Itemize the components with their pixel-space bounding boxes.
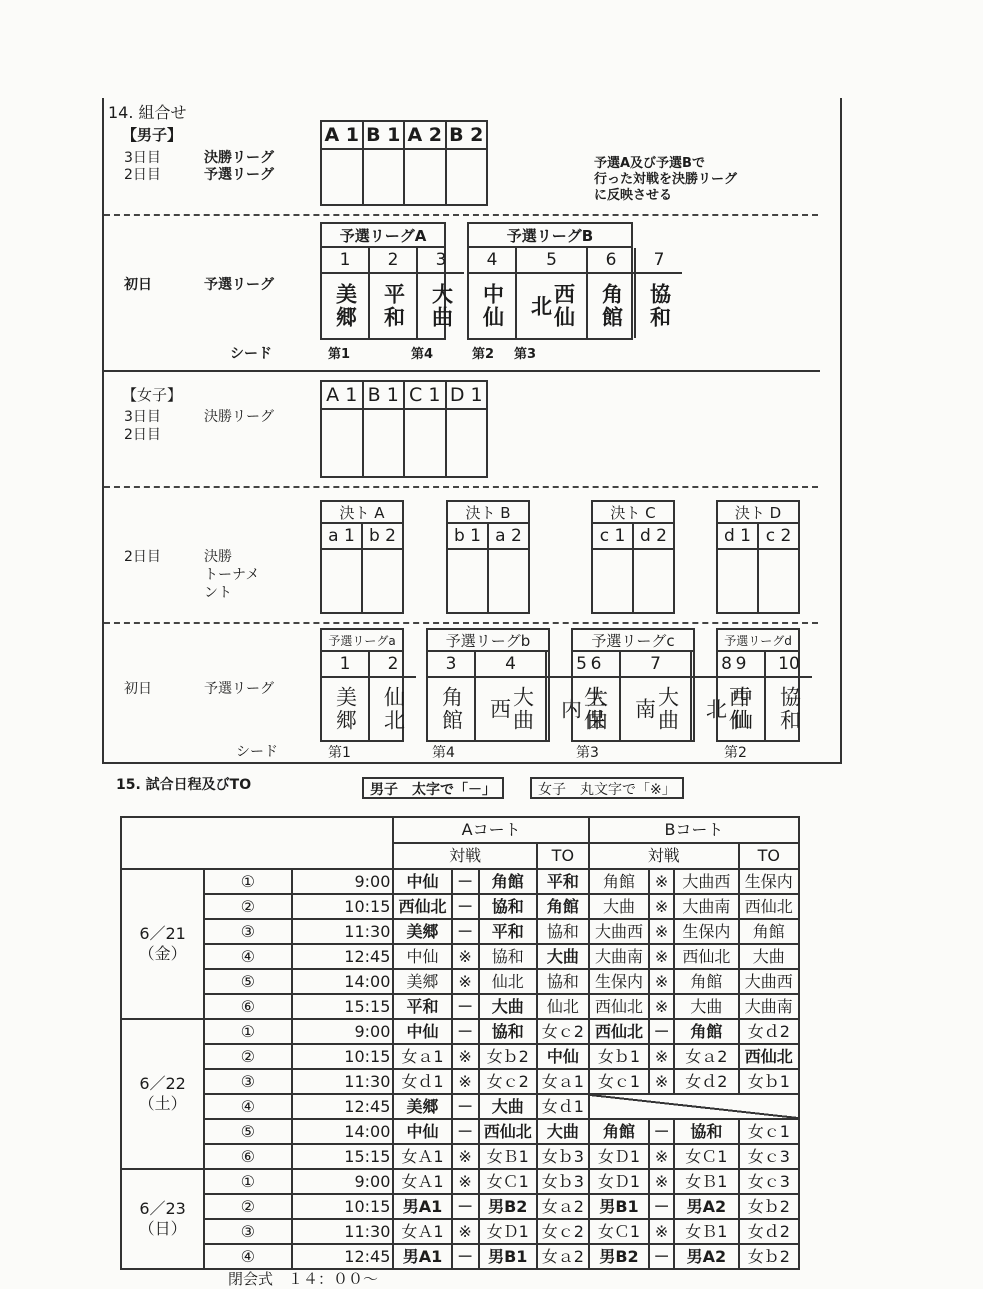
court-b-team-1: 男B2 bbox=[589, 1244, 649, 1269]
schedule-row bbox=[121, 944, 799, 969]
section14-title: 14. 組合せ bbox=[108, 103, 187, 122]
court-b-team-1: 大曲南 bbox=[589, 944, 649, 969]
date-label: 6／22 bbox=[139, 1074, 186, 1093]
court-a-separator: － bbox=[452, 894, 479, 919]
match-time: 14:00 bbox=[292, 969, 394, 994]
match-number: ② bbox=[204, 894, 291, 919]
girls-group-b-title: 予選リーグb bbox=[426, 628, 550, 652]
court-b-to: 大曲西 bbox=[739, 969, 799, 994]
match-time: 12:45 bbox=[292, 1094, 394, 1119]
court-b-match-header: 対戦 bbox=[589, 843, 739, 869]
schedule-row bbox=[121, 1094, 799, 1119]
court-a-team-1: 中仙 bbox=[393, 1119, 451, 1144]
boys-note-line1: 予選A及び予選Bで bbox=[594, 156, 705, 171]
girls-tourB-title: 決ト B bbox=[446, 500, 530, 524]
court-b-team-2: 大曲 bbox=[674, 994, 738, 1019]
court-b-separator: － bbox=[649, 1019, 674, 1044]
boys-label: 【男子】 bbox=[122, 126, 183, 144]
girls-final-col: B 1 bbox=[362, 382, 404, 476]
girls-final-league-box bbox=[320, 380, 488, 478]
section15-title: 15. 試合日程及びTO bbox=[116, 777, 252, 793]
bracket-slot: 10 協和 bbox=[764, 652, 812, 740]
schedule-row bbox=[121, 894, 799, 919]
schedule-row bbox=[121, 869, 799, 894]
court-a-separator: ※ bbox=[452, 969, 479, 994]
bracket-slot: b 1 bbox=[448, 524, 487, 612]
court-b-header: Bコート bbox=[589, 817, 799, 843]
match-number: ⑤ bbox=[204, 969, 291, 994]
header-row-courts bbox=[121, 817, 799, 843]
girls-label: 【女子】 bbox=[122, 386, 183, 404]
girls-day3: 3日目 bbox=[124, 409, 161, 425]
court-b-team-2: 女ｄ2 bbox=[674, 1069, 738, 1094]
court-b-team-1: 女Ｄ1 bbox=[589, 1144, 649, 1169]
girls-tour-label-1: 決勝 bbox=[204, 549, 232, 565]
court-b-team-2: 女ａ2 bbox=[674, 1044, 738, 1069]
schedule-row bbox=[121, 1194, 799, 1219]
girls-tour-label-2: トーナメ bbox=[204, 567, 260, 583]
boys-day1: 初日 bbox=[124, 277, 152, 293]
match-number: ④ bbox=[204, 944, 291, 969]
court-a-separator: － bbox=[452, 919, 479, 944]
court-a-team-2: 角館 bbox=[479, 869, 537, 894]
court-b-team-2: 女Ｂ1 bbox=[674, 1219, 738, 1244]
court-a-team-2: 協和 bbox=[479, 944, 537, 969]
match-time: 11:30 bbox=[292, 1219, 394, 1244]
court-b-team-1: 西仙北 bbox=[589, 994, 649, 1019]
court-b-team-2: 協和 bbox=[674, 1119, 738, 1144]
date-label: 6／23 bbox=[139, 1199, 186, 1218]
court-a-separator: － bbox=[452, 1094, 479, 1119]
girls-seed-label: シード bbox=[236, 744, 278, 760]
court-a-to: 女ｄ1 bbox=[537, 1094, 589, 1119]
court-a-team-1: 中仙 bbox=[393, 944, 451, 969]
court-b-separator: ※ bbox=[649, 1044, 674, 1069]
court-b-team-1: 生保内 bbox=[589, 969, 649, 994]
boys-groupB-title: 予選リーグB bbox=[467, 222, 633, 248]
court-a-team-1: 男A1 bbox=[393, 1244, 451, 1269]
match-number: ⑤ bbox=[204, 1119, 291, 1144]
bracket-slot: c 2 bbox=[757, 524, 798, 612]
court-b-team-1: 角館 bbox=[589, 869, 649, 894]
bracket-slot: 4 大曲西 bbox=[474, 652, 545, 740]
match-time: 10:15 bbox=[292, 894, 394, 919]
girls-day1-league: 予選リーグ bbox=[204, 681, 274, 697]
girls-tourA-box bbox=[320, 522, 404, 614]
court-a-team-2: 女Ｄ1 bbox=[479, 1219, 537, 1244]
court-b-team-2: 西仙北 bbox=[674, 944, 738, 969]
court-a-to: 女ｂ3 bbox=[537, 1144, 589, 1169]
girls-day2: 2日目 bbox=[124, 427, 161, 443]
court-b-team-2: 角館 bbox=[674, 969, 738, 994]
girls-seed-2: 第2 bbox=[724, 745, 747, 761]
girls-day2-tour: 2日目 bbox=[124, 549, 161, 565]
court-a-team-2: 女Ｃ1 bbox=[479, 1169, 537, 1194]
court-a-team-1: 平和 bbox=[393, 994, 451, 1019]
boys-final-col: B 1 bbox=[362, 122, 404, 204]
girls-group-a-title: 予選リーグa bbox=[320, 628, 404, 652]
court-a-header: Aコート bbox=[393, 817, 588, 843]
girls-final-col: A 1 bbox=[322, 382, 362, 476]
court-a-separator: ※ bbox=[452, 1044, 479, 1069]
girls-seed-4: 第4 bbox=[432, 745, 455, 761]
bracket-slot: 5 西仙北 bbox=[515, 248, 586, 338]
boys-day3: 3日目 bbox=[124, 150, 161, 166]
match-number: ① bbox=[204, 869, 291, 894]
weekday-label: （日） bbox=[138, 1219, 187, 1238]
girls-final-col: C 1 bbox=[403, 382, 445, 476]
court-a-match-header: 対戦 bbox=[393, 843, 536, 869]
girls-tourA-title: 決ト A bbox=[320, 500, 404, 524]
court-b-to: 角館 bbox=[739, 919, 799, 944]
match-number: ④ bbox=[204, 1094, 291, 1119]
bracket-slot: 7 協和 bbox=[634, 248, 682, 338]
match-number: ② bbox=[204, 1194, 291, 1219]
bracket-slot: 6 角館 bbox=[586, 248, 634, 338]
bracket-slot: 1 美郷 bbox=[322, 248, 368, 338]
weekday-label: （土） bbox=[138, 1094, 187, 1113]
girls-day1: 初日 bbox=[124, 681, 152, 697]
date-cell bbox=[121, 1019, 204, 1169]
bracket-slot: 5 生保内 bbox=[545, 652, 616, 740]
court-b-team-2: 大曲西 bbox=[674, 869, 738, 894]
court-a-to: 女ａ2 bbox=[537, 1194, 589, 1219]
court-b-separator: － bbox=[649, 1119, 674, 1144]
court-b-separator: ※ bbox=[649, 869, 674, 894]
match-time: 15:15 bbox=[292, 994, 394, 1019]
court-a-team-2: 協和 bbox=[479, 894, 537, 919]
court-a-separator: － bbox=[452, 869, 479, 894]
schedule-table bbox=[120, 816, 800, 1270]
match-time: 9:00 bbox=[292, 1169, 394, 1194]
court-a-separator: － bbox=[452, 1019, 479, 1044]
court-a-to: 女ａ1 bbox=[537, 1069, 589, 1094]
court-a-separator: ※ bbox=[452, 1069, 479, 1094]
court-a-separator: － bbox=[452, 1194, 479, 1219]
boys-day2-league: 予選リーグ bbox=[204, 167, 274, 183]
match-time: 11:30 bbox=[292, 919, 394, 944]
court-b-separator: ※ bbox=[649, 894, 674, 919]
court-a-team-1: 西仙北 bbox=[393, 894, 451, 919]
bracket-slot: d 1 bbox=[718, 524, 757, 612]
girls-tour-label-3: ント bbox=[204, 585, 232, 601]
match-number: ④ bbox=[204, 1244, 291, 1269]
match-time: 11:30 bbox=[292, 1069, 394, 1094]
schedule-row bbox=[121, 1144, 799, 1169]
court-b-separator: － bbox=[649, 1244, 674, 1269]
court-a-to: 大曲 bbox=[537, 1119, 589, 1144]
boys-groupA-box bbox=[320, 246, 454, 340]
schedule-row bbox=[121, 1119, 799, 1144]
court-b-team-1: 女Ｃ1 bbox=[589, 1219, 649, 1244]
schedule-row bbox=[121, 1244, 799, 1269]
bracket-slot: c 1 bbox=[593, 524, 632, 612]
match-number: ⑥ bbox=[204, 994, 291, 1019]
court-a-team-2: 女ｂ2 bbox=[479, 1044, 537, 1069]
court-b-team-1: 大曲西 bbox=[589, 919, 649, 944]
match-number: ③ bbox=[204, 1219, 291, 1244]
court-a-to: 女ｂ3 bbox=[537, 1169, 589, 1194]
match-number: ② bbox=[204, 1044, 291, 1069]
boys-girls-divider bbox=[104, 370, 820, 372]
court-a-team-2: 仙北 bbox=[479, 969, 537, 994]
legend-boys: 男子 太字で「－」 bbox=[362, 777, 504, 799]
court-b-team-2: 生保内 bbox=[674, 919, 738, 944]
court-a-team-2: 女ｃ2 bbox=[479, 1069, 537, 1094]
match-time: 12:45 bbox=[292, 1244, 394, 1269]
girls-tourC-title: 決ト C bbox=[591, 500, 675, 524]
match-time: 9:00 bbox=[292, 1019, 394, 1044]
boys-seed-1: 第1 bbox=[328, 347, 351, 362]
bracket-slot: a 2 bbox=[487, 524, 528, 612]
court-b-team-1: 女ｂ1 bbox=[589, 1044, 649, 1069]
court-b-to: 女ｂ1 bbox=[739, 1069, 799, 1094]
court-b-team-2: 女Ｂ1 bbox=[674, 1169, 738, 1194]
court-a-team-1: 男A1 bbox=[393, 1194, 451, 1219]
boys-day2: 2日目 bbox=[124, 167, 161, 183]
match-time: 15:15 bbox=[292, 1144, 394, 1169]
boys-seed-2: 第2 bbox=[472, 347, 495, 362]
bracket-slot: 7 大曲南 bbox=[619, 652, 690, 740]
frame-right-border bbox=[840, 98, 842, 762]
court-a-team-1: 美郷 bbox=[393, 1094, 451, 1119]
boys-groupB-box bbox=[467, 246, 672, 340]
girls-tourD-box bbox=[716, 522, 800, 614]
schedule-row bbox=[121, 969, 799, 994]
court-b-to: 西仙北 bbox=[739, 894, 799, 919]
court-a-team-2: 協和 bbox=[479, 1019, 537, 1044]
court-b-separator: ※ bbox=[649, 1069, 674, 1094]
boys-note-line3: に反映させる bbox=[594, 188, 673, 203]
girls-seed-3: 第3 bbox=[576, 745, 599, 761]
match-time: 10:15 bbox=[292, 1044, 394, 1069]
court-b-team-1: 女ｃ1 bbox=[589, 1069, 649, 1094]
court-b-to: 女ｃ3 bbox=[739, 1169, 799, 1194]
court-a-to: 協和 bbox=[537, 969, 589, 994]
bracket-slot: 2 平和 bbox=[368, 248, 416, 338]
bracket-slot: 3 角館 bbox=[428, 652, 474, 740]
court-a-team-2: 大曲 bbox=[479, 994, 537, 1019]
girls-seed-1: 第1 bbox=[328, 745, 351, 761]
dashed-divider bbox=[104, 486, 818, 488]
match-time: 9:00 bbox=[292, 869, 394, 894]
boys-final-league-box bbox=[320, 120, 488, 206]
girls-group-c-title: 予選リーグc bbox=[571, 628, 695, 652]
court-b-to: 女ｂ2 bbox=[739, 1244, 799, 1269]
schedule-row bbox=[121, 994, 799, 1019]
match-time: 14:00 bbox=[292, 1119, 394, 1144]
match-number: ③ bbox=[204, 1069, 291, 1094]
bracket-slot: d 2 bbox=[632, 524, 673, 612]
legend-girls: 女子 丸文字で「※」 bbox=[530, 777, 684, 799]
girls-group-d-box bbox=[716, 650, 800, 742]
schedule-row bbox=[121, 1044, 799, 1069]
court-b-team-1: 西仙北 bbox=[589, 1019, 649, 1044]
boys-seed-3: 第3 bbox=[514, 347, 537, 362]
boys-seed-4: 第4 bbox=[411, 347, 434, 362]
court-a-to: 角館 bbox=[537, 894, 589, 919]
bracket-slot: 1 美郷 bbox=[322, 652, 368, 740]
court-b-to: 女ｄ2 bbox=[739, 1219, 799, 1244]
bracket-slot: 6 大曲 bbox=[573, 652, 619, 740]
court-b-team-1: 男B1 bbox=[589, 1194, 649, 1219]
court-b-to: 西仙北 bbox=[739, 1044, 799, 1069]
match-time: 10:15 bbox=[292, 1194, 394, 1219]
court-b-to: 女ｂ2 bbox=[739, 1194, 799, 1219]
court-a-separator: ※ bbox=[452, 1219, 479, 1244]
schedule-row bbox=[121, 1219, 799, 1244]
match-number: ⑥ bbox=[204, 1144, 291, 1169]
court-a-team-2: 男B1 bbox=[479, 1244, 537, 1269]
court-b-to-header: TO bbox=[739, 843, 799, 869]
court-a-team-1: 女ａ1 bbox=[393, 1044, 451, 1069]
court-b-team-2: 角館 bbox=[674, 1019, 738, 1044]
girls-tourD-title: 決ト D bbox=[716, 500, 800, 524]
court-b-team-2: 大曲南 bbox=[674, 894, 738, 919]
court-b-to: 女ｃ1 bbox=[739, 1119, 799, 1144]
match-number: ③ bbox=[204, 919, 291, 944]
court-a-to: 女ａ2 bbox=[537, 1244, 589, 1269]
court-b-team-2: 女Ｃ1 bbox=[674, 1144, 738, 1169]
court-b-separator: ※ bbox=[649, 944, 674, 969]
court-a-separator: － bbox=[452, 1244, 479, 1269]
court-a-to-header: TO bbox=[537, 843, 589, 869]
boys-final-col: B 2 bbox=[445, 122, 487, 204]
court-b-to: 生保内 bbox=[739, 869, 799, 894]
court-a-to: 平和 bbox=[537, 869, 589, 894]
date-cell bbox=[121, 1169, 204, 1269]
bracket-slot: 3 大曲 bbox=[416, 248, 464, 338]
court-b-separator: ※ bbox=[649, 969, 674, 994]
frame-left-border bbox=[102, 98, 104, 762]
girls-final-col: D 1 bbox=[445, 382, 487, 476]
boys-day3-league: 決勝リーグ bbox=[204, 150, 274, 166]
court-b-separator: ※ bbox=[649, 919, 674, 944]
court-a-team-1: 女Ａ1 bbox=[393, 1219, 451, 1244]
date-label: 6／21 bbox=[139, 924, 186, 943]
court-a-team-2: 大曲 bbox=[479, 1094, 537, 1119]
schedule-row bbox=[121, 919, 799, 944]
court-b-team-1: 角館 bbox=[589, 1119, 649, 1144]
court-a-to: 仙北 bbox=[537, 994, 589, 1019]
court-a-to: 女ｃ2 bbox=[537, 1019, 589, 1044]
closing-ceremony: 閉会式 １４：００～ bbox=[228, 1270, 379, 1288]
girls-group-a-box bbox=[320, 650, 404, 742]
court-a-team-2: 女Ｂ1 bbox=[479, 1144, 537, 1169]
court-b-to: 女ｃ3 bbox=[739, 1144, 799, 1169]
schedule-row bbox=[121, 1069, 799, 1094]
dashed-divider bbox=[104, 214, 818, 216]
girls-tourB-box bbox=[446, 522, 530, 614]
bracket-slot: 8 西仙北 bbox=[690, 652, 761, 740]
court-b-separator: ※ bbox=[649, 1169, 674, 1194]
court-b-to: 大曲南 bbox=[739, 994, 799, 1019]
match-number: ① bbox=[204, 1019, 291, 1044]
match-number: ① bbox=[204, 1169, 291, 1194]
bracket-slot: 4 中仙 bbox=[469, 248, 515, 338]
court-a-team-1: 美郷 bbox=[393, 919, 451, 944]
schedule-row bbox=[121, 1019, 799, 1044]
court-a-team-2: 男B2 bbox=[479, 1194, 537, 1219]
court-b-to: 大曲 bbox=[739, 944, 799, 969]
boys-groupA-title: 予選リーグA bbox=[320, 222, 446, 248]
match-time: 12:45 bbox=[292, 944, 394, 969]
boys-note-line2: 行った対戦を決勝リーグ bbox=[594, 172, 738, 187]
court-a-team-1: 美郷 bbox=[393, 969, 451, 994]
boys-final-col: A 1 bbox=[322, 122, 362, 204]
court-a-to: 協和 bbox=[537, 919, 589, 944]
bracket-slot: 2 仙北 bbox=[368, 652, 416, 740]
bracket-slot: b 2 bbox=[361, 524, 402, 612]
court-a-separator: ※ bbox=[452, 1144, 479, 1169]
court-a-team-1: 中仙 bbox=[393, 869, 451, 894]
boys-day1-league: 予選リーグ bbox=[204, 277, 274, 293]
court-b-separator: － bbox=[649, 1194, 674, 1219]
court-b-team-2: 男A2 bbox=[674, 1194, 738, 1219]
court-b-empty-slot bbox=[589, 1094, 799, 1119]
frame-bottom-border bbox=[102, 762, 842, 764]
court-a-separator: － bbox=[452, 1119, 479, 1144]
court-a-team-2: 平和 bbox=[479, 919, 537, 944]
court-b-separator: ※ bbox=[649, 1219, 674, 1244]
corner-cell bbox=[121, 817, 393, 869]
dashed-divider bbox=[104, 622, 818, 624]
date-cell bbox=[121, 869, 204, 1019]
weekday-label: （金） bbox=[138, 944, 187, 963]
bracket-slot: a 1 bbox=[322, 524, 361, 612]
court-a-separator: ※ bbox=[452, 944, 479, 969]
court-a-separator: ※ bbox=[452, 1169, 479, 1194]
girls-tourC-box bbox=[591, 522, 675, 614]
court-a-to: 中仙 bbox=[537, 1044, 589, 1069]
court-b-team-2: 男A2 bbox=[674, 1244, 738, 1269]
court-a-team-2: 西仙北 bbox=[479, 1119, 537, 1144]
girls-group-d-title: 予選リーグd bbox=[716, 628, 800, 652]
court-a-team-1: 女ｄ1 bbox=[393, 1069, 451, 1094]
bracket-slot: 9 中仙 bbox=[718, 652, 764, 740]
schedule-row bbox=[121, 1169, 799, 1194]
court-a-to: 女ｃ2 bbox=[537, 1219, 589, 1244]
court-b-team-1: 女Ｄ1 bbox=[589, 1169, 649, 1194]
court-b-separator: ※ bbox=[649, 994, 674, 1019]
court-a-team-1: 女Ａ1 bbox=[393, 1144, 451, 1169]
girls-day3-league: 決勝リーグ bbox=[204, 409, 274, 425]
boys-final-col: A 2 bbox=[403, 122, 445, 204]
court-b-separator: ※ bbox=[649, 1144, 674, 1169]
court-b-team-1: 大曲 bbox=[589, 894, 649, 919]
court-a-team-1: 中仙 bbox=[393, 1019, 451, 1044]
boys-seed-label: シード bbox=[230, 346, 272, 362]
court-a-to: 大曲 bbox=[537, 944, 589, 969]
court-a-separator: － bbox=[452, 994, 479, 1019]
court-a-team-1: 女Ａ1 bbox=[393, 1169, 451, 1194]
court-b-to: 女ｄ2 bbox=[739, 1019, 799, 1044]
